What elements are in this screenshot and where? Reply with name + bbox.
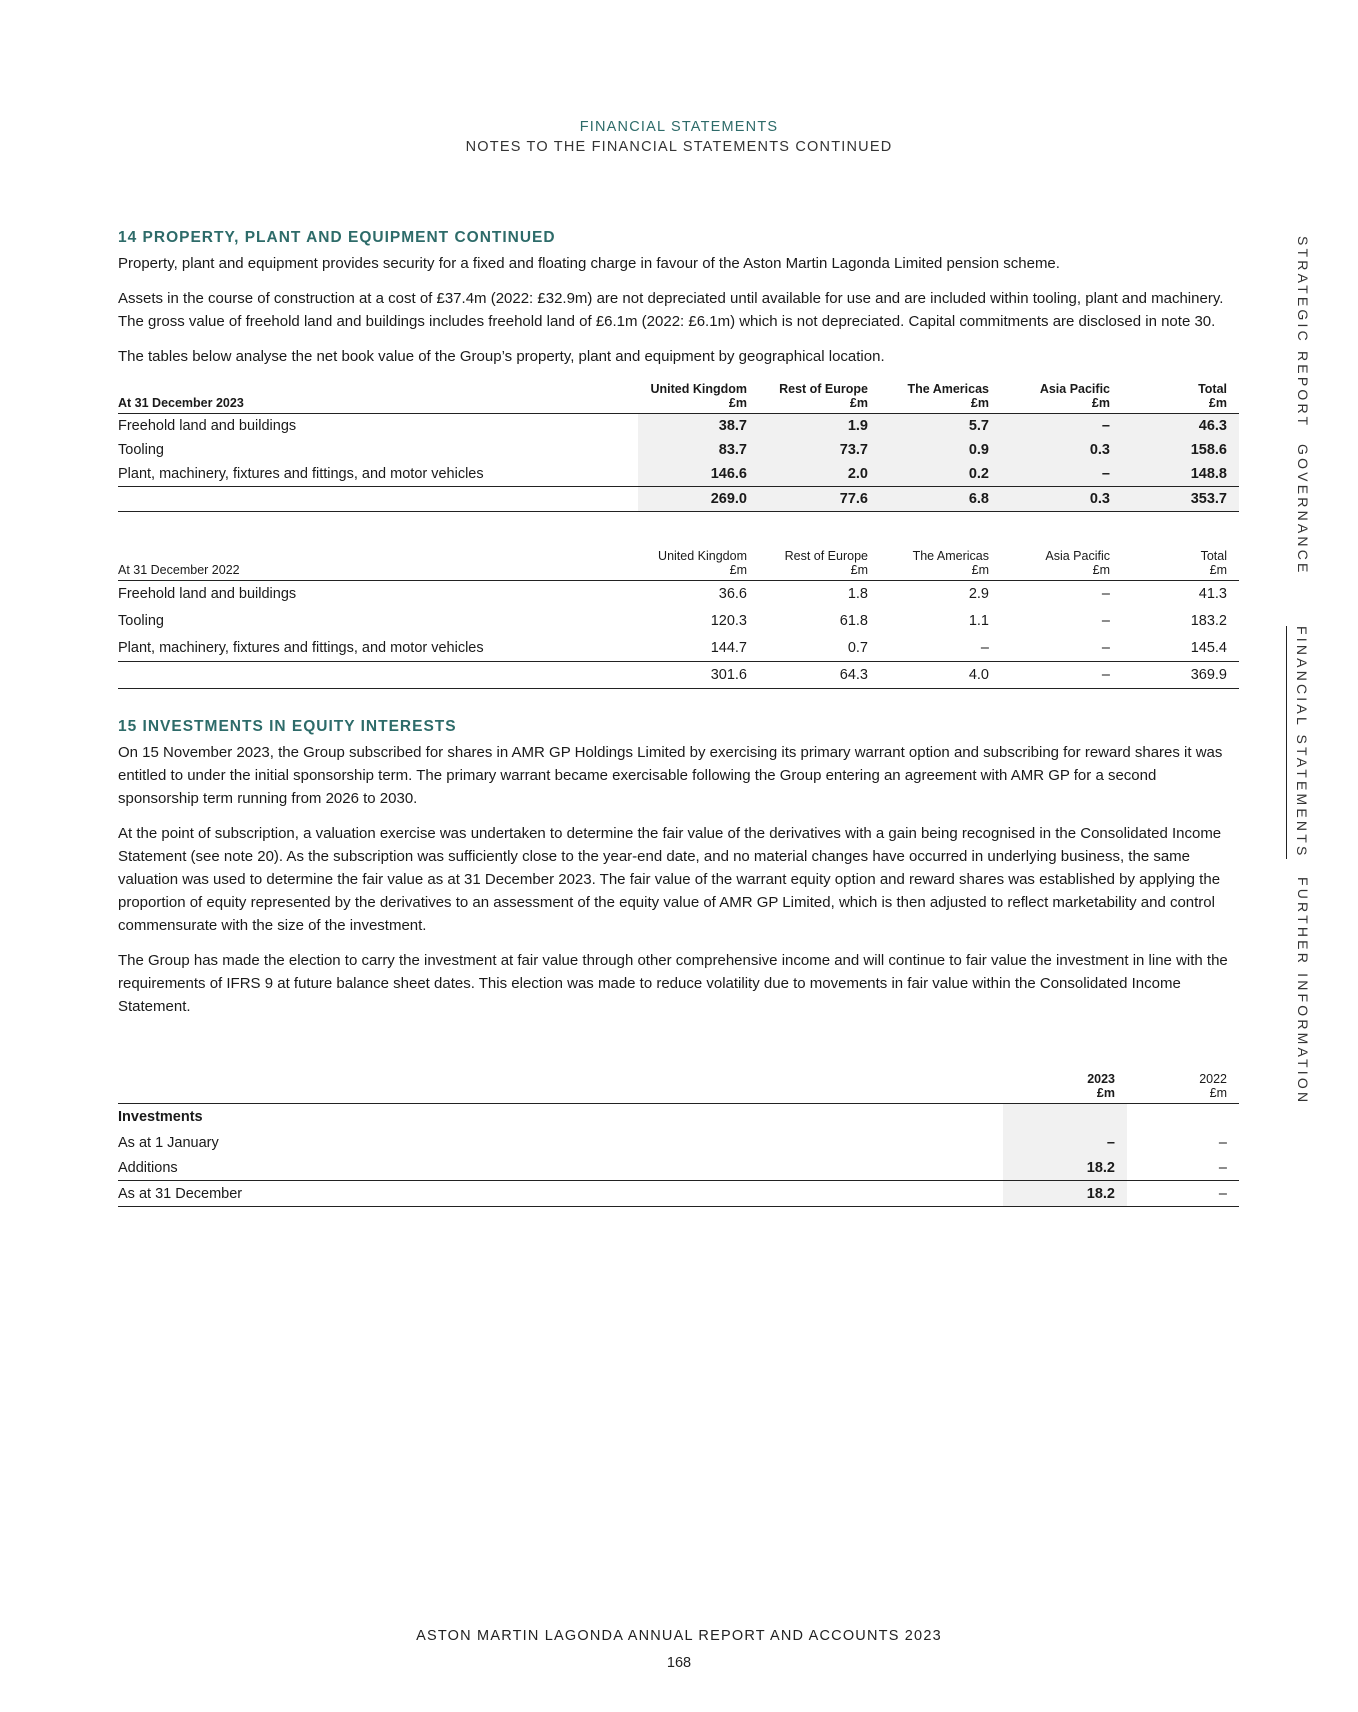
investments-table [118,1068,1239,1207]
total-value: 0.3 [1001,487,1122,512]
row-label: Freehold land and buildings [118,418,297,434]
note-15-heading: 15 INVESTMENTS IN EQUITY INTERESTS [118,718,457,735]
cell-value: 83.7 [638,438,759,462]
table-row [118,1156,1239,1181]
column-header: Total [1200,549,1227,563]
table-row [118,581,1239,608]
table-row [118,462,1239,487]
total-value: 4.0 [968,667,989,683]
table-row [118,635,1239,662]
column-header-2022: 2022 [1199,1072,1227,1086]
main-content [118,228,1238,1207]
cell-value: 1.9 [759,414,880,439]
unit-label: £m [1096,1086,1115,1100]
cell-value: 18.2 [1003,1156,1127,1181]
cell-value: 148.8 [1122,462,1239,487]
row-label: As at 1 January [118,1135,219,1151]
side-navigation [1290,232,1320,1106]
column-header: Total [1198,382,1227,396]
note-14-paragraph-3: The tables below analyse the net book value of the Group’s property, plant and equipment by geographical location. [118,348,885,365]
unit-label: £m [1092,563,1110,577]
column-header: Asia Pacific [1045,549,1110,563]
cell-value: 61.8 [839,613,868,629]
unit-label: £m [1208,396,1227,410]
total-value: 369.9 [1190,667,1227,683]
row-label: Plant, machinery, fixtures and fittings, and motor vehicles [118,639,484,656]
total-value: 77.6 [759,487,880,512]
cell-value: 0.9 [880,438,1001,462]
total-value: 301.6 [710,667,747,683]
row-label: As at 31 December [118,1185,243,1202]
table-row [118,608,1239,635]
cell-value: 36.6 [718,586,747,603]
page-header [0,118,1358,157]
cell-value: 1.1 [968,613,989,629]
unit-label: £m [1209,563,1227,577]
cell-value: 2.0 [759,462,880,487]
unit-label: £m [850,563,868,577]
cell-value: 146.6 [638,462,759,487]
total-value: – [1101,667,1110,683]
row-label: Freehold land and buildings [118,586,297,603]
column-header: The Americas [907,382,989,396]
cell-value: 0.2 [880,462,1001,487]
note-14-paragraph-1: Property, plant and equipment provides security for a fixed and floating charge in favour of the Aston Martin Lagonda Limited pension scheme. [118,255,1060,272]
cell-value: – [1101,639,1110,656]
column-header: United Kingdom [658,549,747,563]
row-label: Additions [118,1159,178,1176]
side-nav-governance[interactable]: GOVERNANCE [1295,444,1311,576]
total-value: 6.8 [880,487,1001,512]
total-value: 18.2 [1003,1181,1127,1207]
side-nav-further-information[interactable]: FURTHER INFORMATION [1295,877,1311,1106]
cell-value: – [980,639,989,656]
cell-value: – [1101,586,1110,603]
total-value: 64.3 [839,667,868,683]
cell-value: 1.8 [847,586,868,603]
cell-value: 144.7 [710,639,747,656]
cell-value: 0.7 [847,639,868,656]
total-value: 269.0 [638,487,759,512]
page-subtitle: NOTES TO THE FINANCIAL STATEMENTS CONTINUED [465,139,893,155]
cell-value: – [1101,613,1110,629]
column-header: Asia Pacific [1039,382,1110,396]
row-label: Tooling [118,613,164,629]
total-row [118,1181,1239,1207]
footer-title: ASTON MARTIN LAGONDA ANNUAL REPORT AND ACCOUNTS 2023 [416,1628,942,1644]
cell-value: 183.2 [1190,613,1227,629]
unit-label: £m [971,563,989,577]
column-header: United Kingdom [650,382,747,396]
section-title: FINANCIAL STATEMENTS [579,119,779,135]
side-nav-strategic-report[interactable]: STRATEGIC REPORT [1295,236,1311,429]
unit-label: £m [970,396,989,410]
cell-value: 73.7 [759,438,880,462]
total-value: – [1218,1185,1227,1202]
page-footer [0,1628,1358,1671]
cell-value: – [1218,1135,1227,1151]
table-row [118,414,1239,439]
ppe-table-2022 [118,545,1239,689]
unit-label: £m [729,563,747,577]
column-header: Rest of Europe [779,382,868,396]
ppe-table-2023 [118,378,1239,512]
total-row [118,662,1239,689]
cell-value: 46.3 [1122,414,1239,439]
note-14-heading: 14 PROPERTY, PLANT AND EQUIPMENT CONTINUED [118,229,556,246]
unit-label: £m [849,396,868,410]
row-label: Tooling [118,442,164,458]
cell-value: 5.7 [880,414,1001,439]
cell-value: 158.6 [1122,438,1239,462]
column-header: Rest of Europe [784,549,868,563]
table-label: At 31 December 2023 [118,396,244,410]
unit-label: £m [728,396,747,410]
cell-value: 41.3 [1198,586,1227,603]
page-number: 168 [666,1655,692,1671]
cell-value: 38.7 [638,414,759,439]
section-row [118,1104,1239,1131]
column-header: The Americas [912,549,989,563]
unit-label: £m [1209,1086,1227,1100]
table-row [118,438,1239,462]
cell-value: 2.9 [968,586,989,603]
table-row [118,1131,1239,1156]
table-label: At 31 December 2022 [118,563,240,577]
row-label: Plant, machinery, fixtures and fittings, and motor vehicles [118,466,484,482]
cell-value: 120.3 [710,613,747,629]
total-row [118,487,1239,512]
unit-label: £m [1091,396,1110,410]
cell-value: 145.4 [1190,639,1227,656]
cell-value: – [1003,1131,1127,1156]
total-value: 353.7 [1122,487,1239,512]
note-15-paragraph-1: On 15 November 2023, the Group subscribed for shares in AMR GP Holdings Limited by exercising its primary warrant option and subscribing for reward shares it was entitled to under the initial sponsorship term. The primary warrant became exercisable following the Group entering an agreement with AMR GP for a second sponsorship term running from 2026 to 2030. [118,744,1223,807]
section-label: Investments [118,1109,203,1126]
column-header-2023: 2023 [1087,1072,1115,1086]
note-15-paragraph-3: The Group has made the election to carry the investment at fair value through other comprehensive income and will continue to fair value the investment in line with the requirements of IFRS 9 at future balance sheet dates. This election was made to reduce volatility due to movements in fair value within the Consolidated Income Statement. [118,952,1228,1015]
side-nav-financial-statements[interactable]: FINANCIAL STATEMENTS [1286,626,1315,859]
cell-value: 0.3 [1001,438,1122,462]
cell-value: – [1218,1159,1227,1176]
cell-value: – [1001,414,1122,439]
note-15-paragraph-2: At the point of subscription, a valuation exercise was undertaken to determine the fair value of the derivatives with a gain being recognised in the Consolidated Income Statement (see note 20). As the subscription was sufficiently close to the year-end date, and no material changes have occurred in underlying business, the same valuation was used to determine the fair value as at 31 December 2023. The fair value of the warrant equity option and reward shares was established by applying the proportion of equity represented by the derivatives to an assessment of the equity value of AMR GP Limited, which is then adjusted to reflect marketability and control commensurate with the size of the investment. [118,825,1222,934]
cell-value: – [1001,462,1122,487]
note-14-paragraph-2: Assets in the course of construction at a cost of £37.4m (2022: £32.9m) are not depreciated until available for use and are included within tooling, plant and machinery. The gross value of freehold land and buildings includes freehold land of £6.1m (2022: £6.1m) which is not depreciated. Capital commitments are disclosed in note 30. [118,290,1224,330]
